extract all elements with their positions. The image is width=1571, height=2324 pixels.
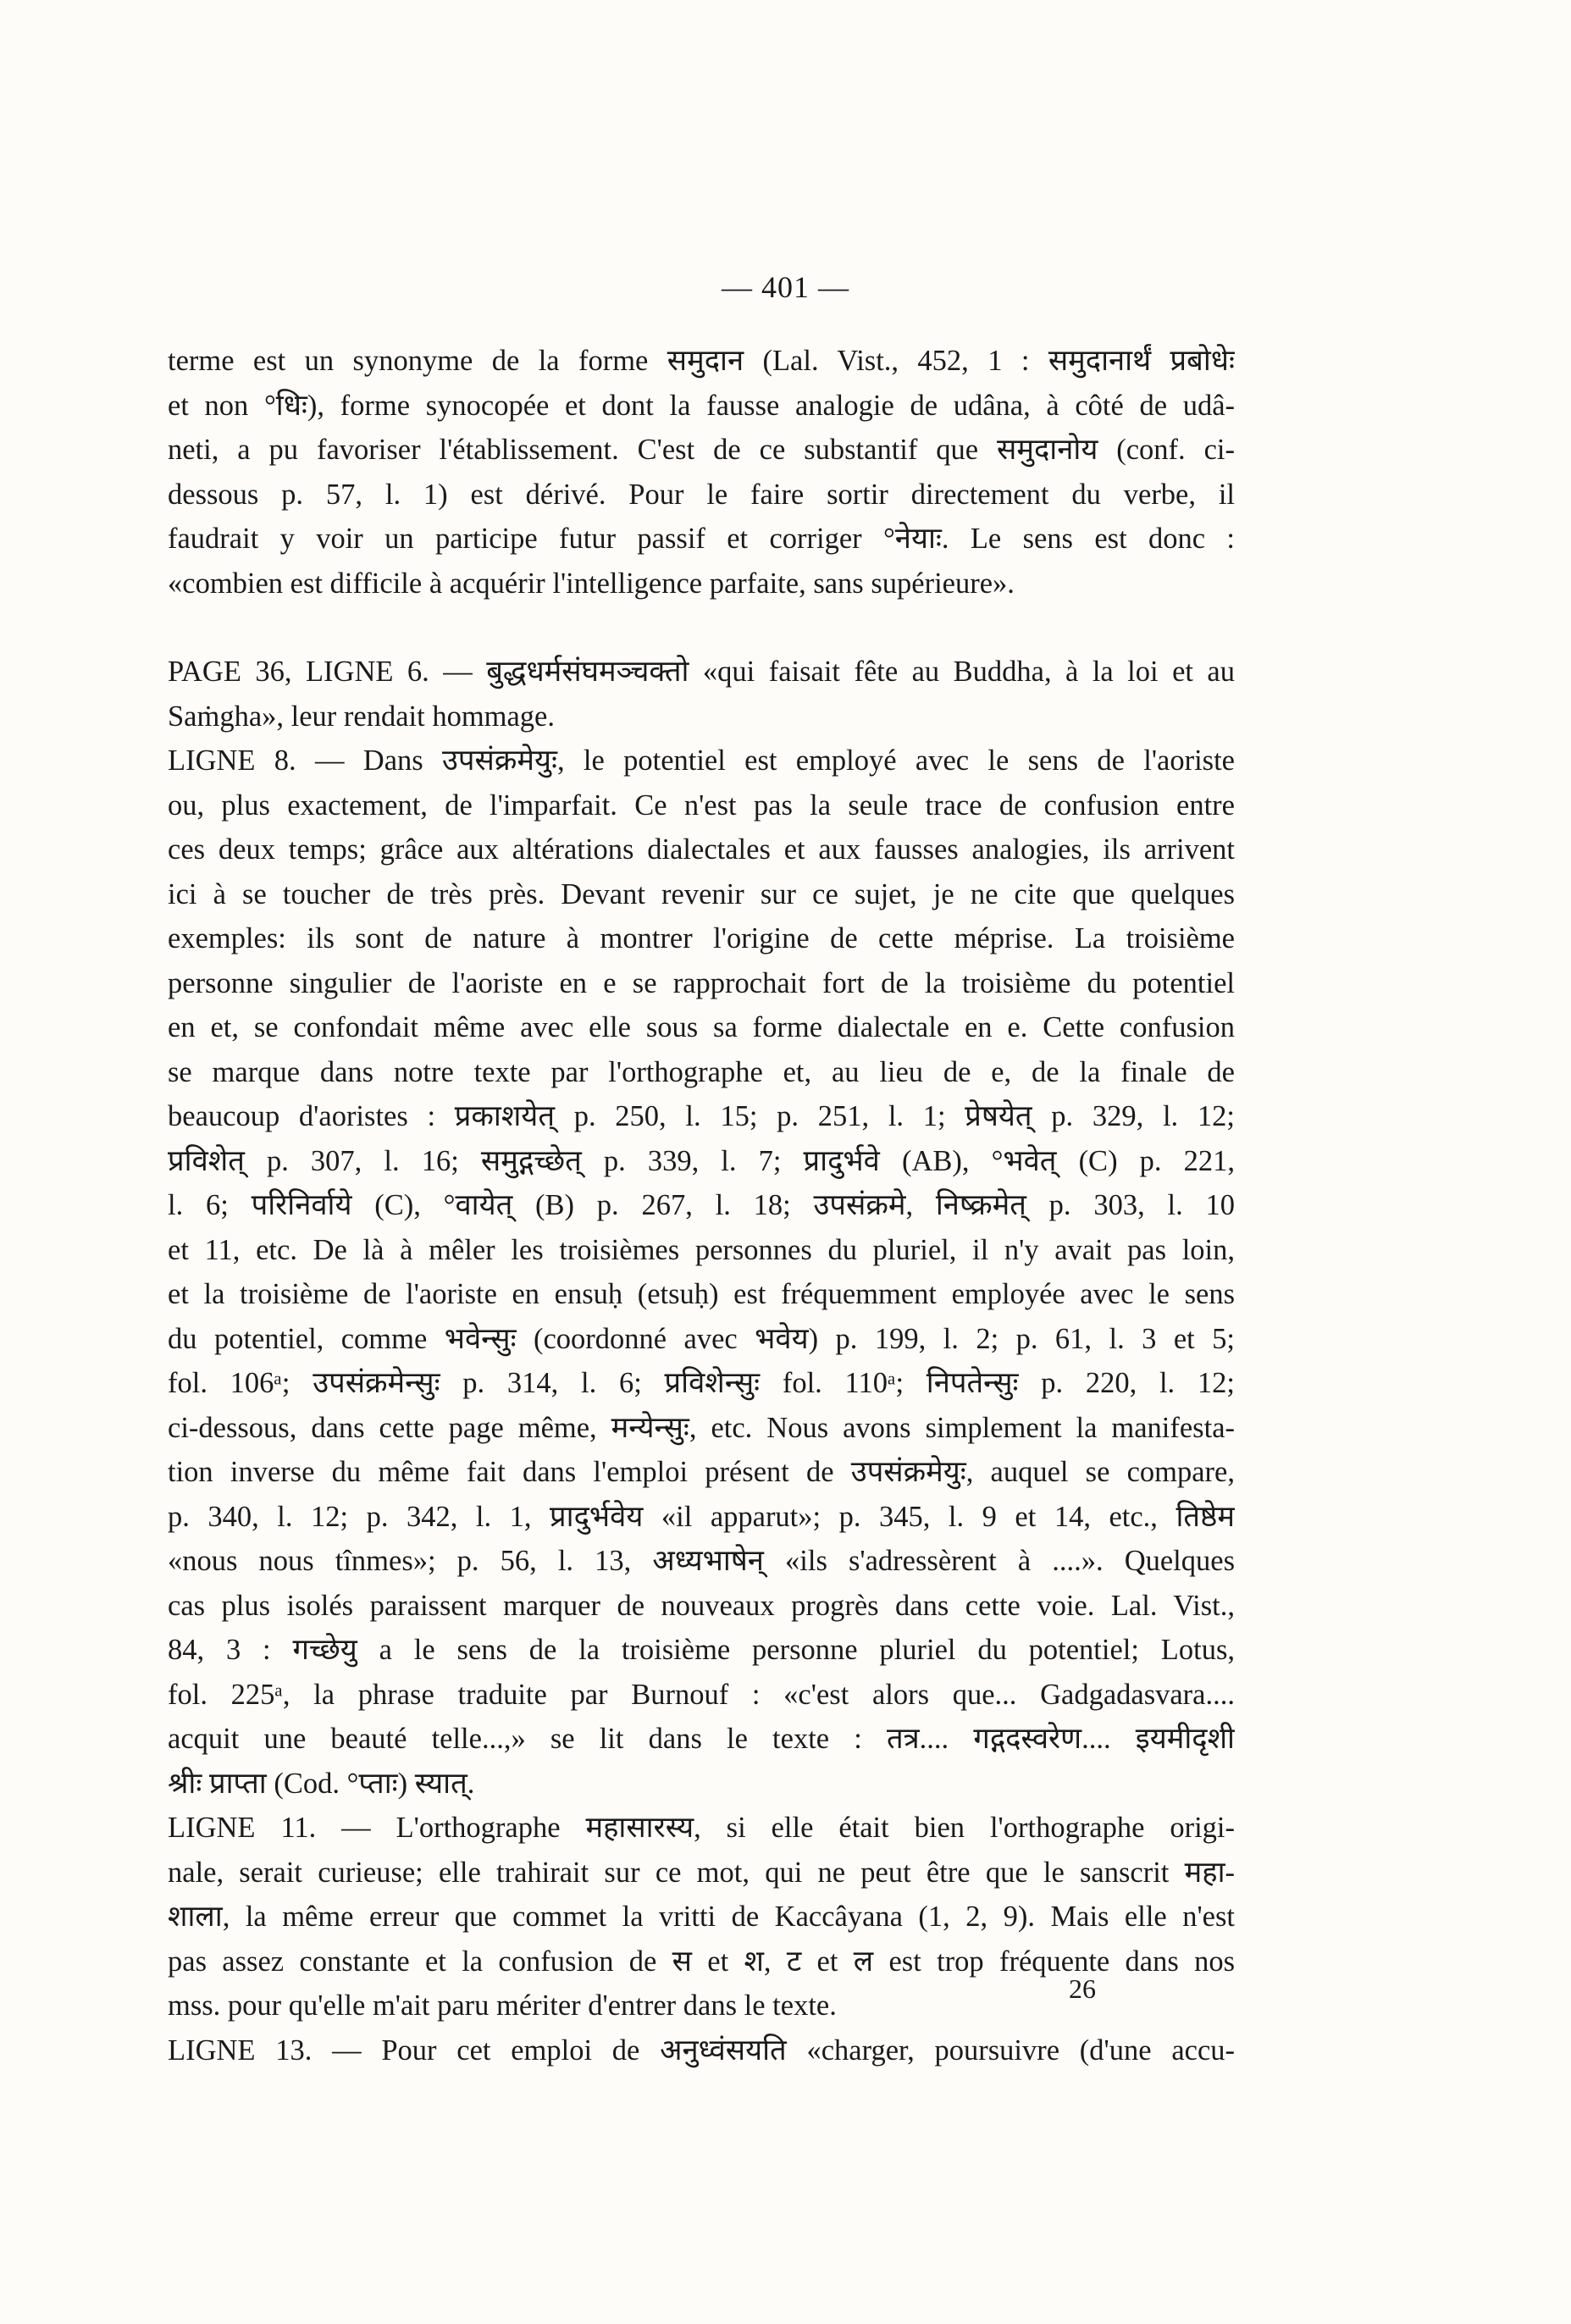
text-line: LIGNE 11. — L'orthographe महासारस्य, si elle était bien l'orthographe origi- [168,1812,1235,1844]
text-line: cas plus isolés paraissent marquer de nouveaux progrès dans cette voie. Lal. Vist., [168,1589,1235,1622]
text-line: nale, serait curieuse; elle trahirait sur ce mot, qui ne peut être que le sanscrit महा- [168,1856,1235,1889]
paragraph-gap [168,606,1235,650]
text-line: ou, plus exactement, de l'imparfait. Ce n'est pas la seule trace de confusion entre [168,788,1235,822]
text-line: en et, se confondait même avec elle sous sa forme dialectale en e. Cette confusion [168,1011,1235,1043]
text-line: प्रविशेत् p. 307, l. 16; समुद्गच्छेत् p. 339, l. 7; प्रादुर्भवे (AB), °भवेत् (C) p. 221, [168,1144,1235,1177]
text-line: Saṁgha», leur rendait hommage. [168,700,555,733]
text-line: mss. pour qu'elle m'ait paru mériter d'entrer dans le texte. [168,1989,837,2022]
text-line: ces deux temps; grâce aux altérations dialectales et aux fausses analogies, ils arrivent [168,833,1235,866]
text-line: se marque dans notre texte par l'orthographe et, au lieu de e, de la finale de [168,1055,1235,1088]
text-line: tion inverse du même fait dans l'emploi présent de उपसंक्रमेयुः, auquel se compare, [168,1456,1235,1488]
text-line: fol. 106ᵃ; उपसंक्रमेन्सुः p. 314, l. 6; प्रविशेन्सुः fol. 110ᵃ; निपतेन्सुः p. 220, l. 12; [168,1367,1235,1399]
text-line: personne singulier de l'aoriste en e se rapprochait fort de la troisième du potentiel [168,966,1235,999]
text-line: et 11, etc. De là à mêler les troisièmes personnes du pluriel, il n'y avait pas loin, [168,1233,1235,1266]
text-line: 84, 3 : गच्छेयु a le sens de la troisième personne pluriel du potentiel; Lotus, [168,1634,1235,1666]
text-line: acquit une beauté telle...,» se lit dans le texte : तत्र.... गद्गदस्वरेण.... इयमीदृशी [168,1723,1235,1755]
text-line: «combien est difficile à acquérir l'intelligence parfaite, sans supérieure». [168,567,1015,600]
text-line: श्रीः प्राप्ता (Cod. °प्ताः) स्यात्. [168,1767,475,1800]
text-line: p. 340, l. 12; p. 342, l. 1, प्रादुर्भवेय «il apparut»; p. 345, l. 9 et 14, etc., तिष्ठेम [168,1500,1235,1533]
text-line: faudrait y voir un participe futur passif et corriger °नेयाः. Le sens est donc : [168,523,1235,555]
paragraph-3 [168,739,1235,1806]
text-line: l. 6; परिनिर्वाये (C), °वायेत् (B) p. 267, l. 18; उपसंक्रमे, निष्क्रमेत् p. 303, l. 10 [168,1189,1235,1221]
body-text [168,339,1235,2072]
text-line: शाला, la même erreur que commet la vritti de Kaccâyana (1, 2, 9). Mais elle n'est [168,1901,1235,1933]
text-line: LIGNE 8. — Dans उपसंक्रमेयुः, le potentiel est employé avec le sens de l'aoriste [168,744,1235,777]
paragraph-5 [168,2028,1235,2073]
page-number-header: — 401 — [722,270,849,304]
text-line: ici à se toucher de très près. Devant revenir sur ce sujet, je ne cite que quelques [168,877,1235,910]
text-line: «nous nous tînmes»; p. 56, l. 13, अध्यभाषेन् «ils s'adressèrent à ....». Quelques [168,1545,1235,1577]
text-line: pas assez constante et la confusion de स et श, ट et ल est trop fréquente dans nos [168,1945,1235,1978]
text-line: et la troisième de l'aoriste en ensuḥ (etsuḥ) est fréquemment employée avec le sens [168,1278,1235,1310]
text-line: fol. 225ᵃ, la phrase traduite par Burnouf : «c'est alors que... Gadgadasvara.... [168,1678,1235,1711]
text-line: neti, a pu favoriser l'établissement. C'est de ce substantif que समुदानोय (conf. ci- [168,434,1235,466]
text-line: exemples: ils sont de nature à montrer l'origine de cette méprise. La troisième [168,922,1235,955]
text-line: du potentiel, comme भवेन्सुः (coordonné avec भवेय) p. 199, l. 2; p. 61, l. 3 et 5; [168,1322,1235,1355]
text-line: PAGE 36, LIGNE 6. — बुद्धधर्मसंघमञ्चक्तो «qui faisait fête au Buddha, à la loi et au [168,656,1235,688]
text-line: LIGNE 13. — Pour cet emploi de अनुध्वंसयति «charger, poursuivre (d'une accu- [168,2034,1235,2067]
signature-number: 26 [1069,1973,1096,2004]
text-line: beaucoup d'aoristes : प्रकाशयेत् p. 250, l. 15; p. 251, l. 1; प्रेषयेत् p. 329, l. 12; [168,1100,1235,1132]
paragraph-1 [168,339,1235,606]
text-line: dessous p. 57, l. 1) est dérivé. Pour le faire sortir directement du verbe, il [168,478,1235,511]
text-line: et non °धिः), forme synocopée et dont la fausse analogie de udâna, à côté de udâ- [168,389,1235,422]
text-line: terme est un synonyme de la forme समुदान (Lal. Vist., 452, 1 : समुदानार्थं प्रबोधेः [168,345,1235,377]
text-line: ci-dessous, dans cette page même, मन्येन्सुः, etc. Nous avons simplement la manifesta- [168,1411,1235,1444]
paragraph-2 [168,650,1235,739]
